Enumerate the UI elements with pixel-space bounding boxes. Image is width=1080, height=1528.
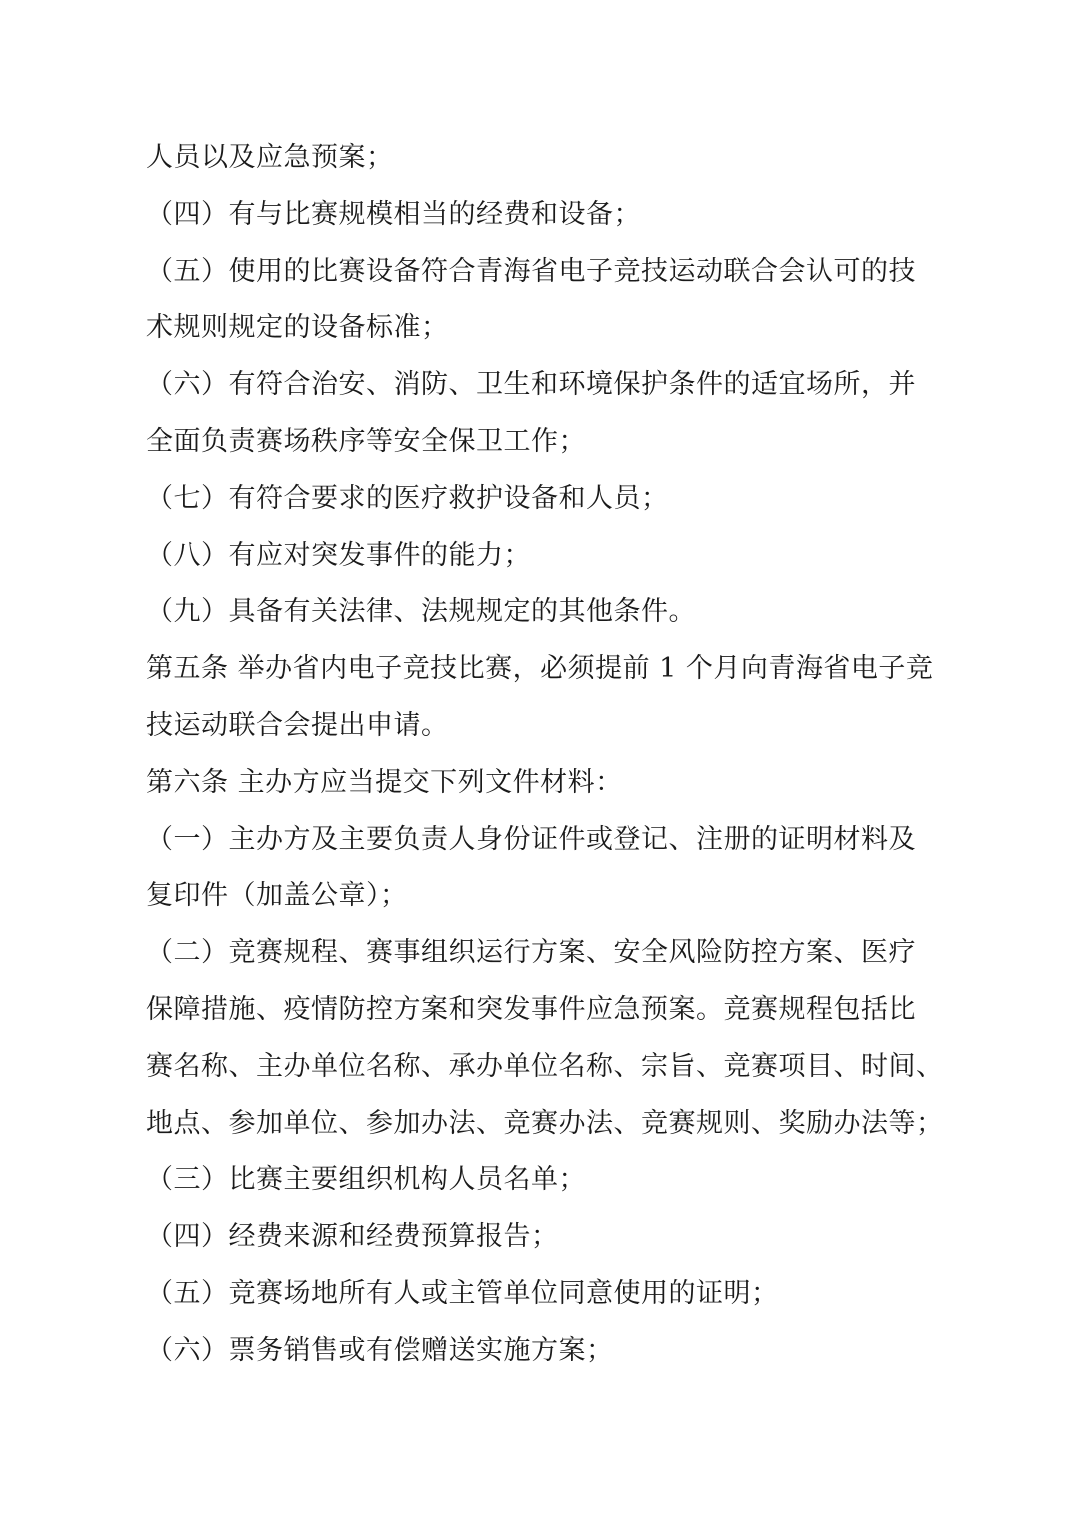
text-line: 赛名称、主办单位名称、承办单位名称、宗旨、竞赛项目、时间、 bbox=[146, 1050, 944, 1082]
text-line: 人员以及应急预案； bbox=[146, 142, 394, 173]
text-line: 地点、参加单位、参加办法、竞赛办法、竞赛规则、奖励办法等； bbox=[146, 1107, 944, 1139]
text-line: 全面负责赛场秩序等安全保卫工作； bbox=[146, 425, 586, 457]
text-line: （八）有应对突发事件的能力； bbox=[146, 539, 531, 571]
document-body bbox=[146, 130, 944, 1380]
text-line: （三）比赛主要组织机构人员名单； bbox=[146, 1164, 586, 1196]
text-line: 术规则规定的设备标准； bbox=[146, 312, 449, 344]
text-line: （七）有符合要求的医疗救护设备和人员； bbox=[146, 482, 669, 514]
article-heading-line: 第六条 主办方应当提交下列文件材料： bbox=[146, 766, 623, 798]
article-heading-line: 第五条 举办省内电子竞技比赛，必须提前 1 个月向青海省电子竞 bbox=[146, 653, 934, 685]
text-line: （一）主办方及主要负责人身份证件或登记、注册的证明材料及 bbox=[146, 823, 916, 855]
text-line: 技运动联合会提出申请。 bbox=[146, 709, 449, 741]
text-line: （二）竞赛规程、赛事组织运行方案、安全风险防控方案、医疗 bbox=[146, 937, 916, 969]
text-line: 复印件（加盖公章）； bbox=[146, 880, 408, 912]
text-line: （九）具备有关法律、法规规定的其他条件。 bbox=[146, 596, 696, 628]
text-line: （四）经费来源和经费预算报告； bbox=[146, 1221, 559, 1253]
text-line: （五）竞赛场地所有人或主管单位同意使用的证明； bbox=[146, 1277, 779, 1309]
text-line: （六）有符合治安、消防、卫生和环境保护条件的适宜场所，并 bbox=[146, 369, 916, 401]
text-line: （六）票务销售或有偿赠送实施方案； bbox=[146, 1334, 614, 1366]
text-line: （四）有与比赛规模相当的经费和设备； bbox=[146, 198, 641, 230]
text-line: （五）使用的比赛设备符合青海省电子竞技运动联合会认可的技 bbox=[146, 255, 916, 287]
text-line: 保障措施、疫情防控方案和突发事件应急预案。竞赛规程包括比 bbox=[146, 993, 916, 1025]
